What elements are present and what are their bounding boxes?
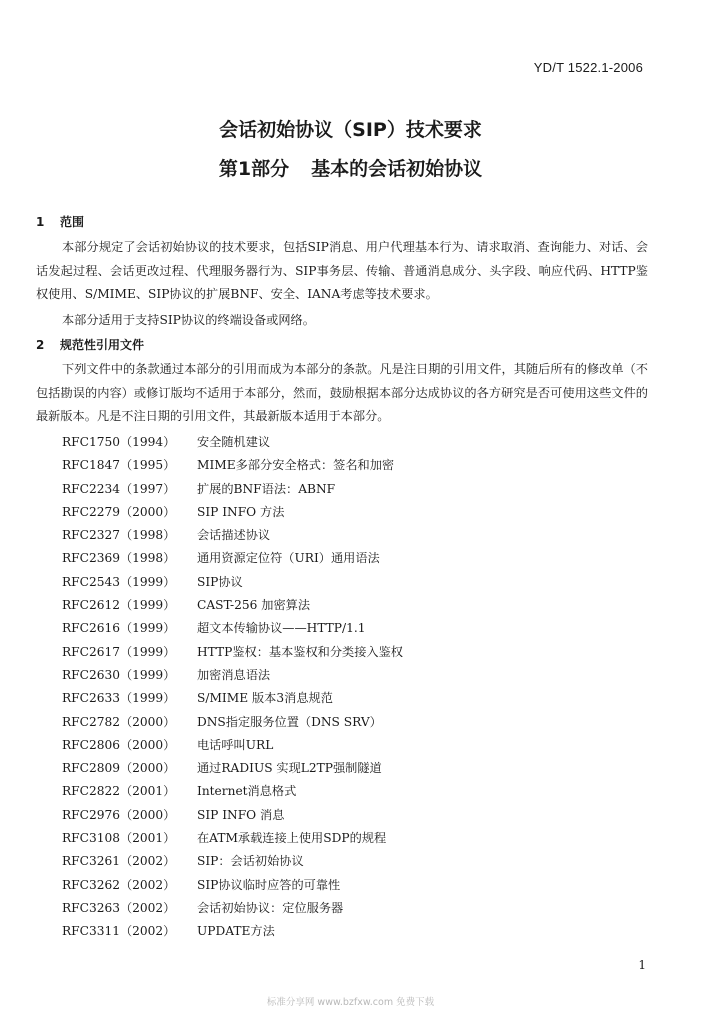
reference-item bbox=[62, 804, 403, 827]
reference-title: 电话呼叫URL bbox=[197, 737, 274, 752]
reference-title: SIP协议临时应答的可靠性 bbox=[197, 877, 341, 892]
reference-code: RFC1847（1995） bbox=[62, 458, 176, 473]
reference-item bbox=[62, 501, 403, 524]
reference-title: 会话描述协议 bbox=[197, 528, 271, 543]
reference-item bbox=[62, 617, 403, 640]
reference-title: SIP协议 bbox=[197, 574, 243, 589]
part-label: 第1部分 bbox=[218, 158, 290, 180]
reference-code: RFC2782（2000） bbox=[62, 714, 176, 729]
reference-code: RFC3263（2002） bbox=[62, 900, 176, 915]
applicability-paragraph: 本部分适用于支持SIP协议的终端设备或网络。 bbox=[62, 313, 315, 327]
section-number: 2 bbox=[36, 338, 45, 352]
reference-code: RFC3108（2001） bbox=[62, 831, 176, 846]
reference-title: 会话初始协议：定位服务器 bbox=[197, 900, 344, 915]
reference-title: SIP INFO 方法 bbox=[197, 504, 285, 519]
reference-code: RFC2633（1999） bbox=[62, 691, 176, 706]
reference-item bbox=[62, 547, 403, 570]
reference-code: RFC1750（1994） bbox=[62, 435, 176, 449]
reference-title: S/MIME 版本3消息规范 bbox=[197, 691, 333, 706]
reference-code: RFC2234（1997） bbox=[62, 481, 176, 496]
document-subtitle bbox=[0, 154, 701, 181]
reference-item bbox=[62, 664, 403, 687]
reference-item bbox=[62, 571, 403, 594]
reference-item bbox=[62, 780, 403, 803]
reference-code: RFC2612（1999） bbox=[62, 598, 176, 613]
subtitle-text: 基本的会话初始协议 bbox=[311, 158, 483, 180]
reference-code: RFC2630（1999） bbox=[62, 667, 176, 682]
reference-item bbox=[62, 454, 403, 477]
section-title: 规范性引用文件 bbox=[60, 338, 145, 352]
reference-title: 在ATM承载连接上使用SDP的规程 bbox=[197, 831, 387, 846]
reference-code: RFC3261（2002） bbox=[62, 854, 176, 869]
reference-code: RFC2806（2000） bbox=[62, 737, 176, 752]
reference-title: UPDATE方法 bbox=[197, 924, 275, 939]
reference-item bbox=[62, 431, 403, 454]
reference-title: 扩展的BNF语法：ABNF bbox=[197, 481, 336, 496]
reference-code: RFC2617（1999） bbox=[62, 644, 176, 659]
reference-item bbox=[62, 524, 403, 547]
section-1-heading bbox=[36, 213, 84, 230]
reference-title: 通用资源定位符（URI）通用语法 bbox=[197, 551, 380, 566]
reference-item bbox=[62, 734, 403, 757]
scope-paragraph: 本部分规定了会话初始协议的技术要求，包括SIP消息、用户代理基本行为、请求取消、查询能力、对话、会话发起过程、会话更改过程、代理服务器行为、SIP事务层、传输、普通消息成分、头字段、响应代码、HTTP鉴权使用、S/MIME、SIP协议的扩展BNF、安全、IANA考虑等技术要求。 bbox=[36, 240, 648, 301]
reference-item bbox=[62, 850, 403, 873]
document-title: 会话初始协议（SIP）技术要求 bbox=[219, 119, 482, 141]
reference-code: RFC2822（2001） bbox=[62, 784, 176, 799]
reference-item bbox=[62, 711, 403, 734]
reference-item bbox=[62, 687, 403, 710]
reference-title: CAST-256 加密算法 bbox=[197, 598, 311, 613]
reference-list bbox=[62, 431, 403, 944]
section-2-heading bbox=[36, 336, 144, 353]
section-title: 范围 bbox=[60, 215, 85, 229]
standard-number: YD/T 1522.1-2006 bbox=[533, 60, 643, 75]
reference-code: RFC3311（2002） bbox=[62, 924, 176, 939]
reference-title: 加密消息语法 bbox=[197, 667, 271, 682]
reference-title: SIP INFO 消息 bbox=[197, 807, 285, 822]
reference-item bbox=[62, 897, 403, 920]
reference-code: RFC3262（2002） bbox=[62, 877, 176, 892]
section-number: 1 bbox=[36, 215, 45, 229]
reference-code: RFC2327（1998） bbox=[62, 528, 176, 543]
page-number: 1 bbox=[638, 958, 646, 972]
reference-title: SIP：会话初始协议 bbox=[197, 854, 304, 869]
reference-item bbox=[62, 920, 403, 943]
reference-code: RFC2976（2000） bbox=[62, 807, 176, 822]
watermark: 标准分享网 www.bzfxw.com 免费下载 bbox=[266, 997, 435, 1008]
reference-title: 通过RADIUS 实现L2TP强制隧道 bbox=[197, 761, 382, 776]
reference-title: 超文本传输协议——HTTP/1.1 bbox=[197, 621, 366, 636]
reference-code: RFC2809（2000） bbox=[62, 761, 176, 776]
reference-item bbox=[62, 827, 403, 850]
reference-code: RFC2369（1998） bbox=[62, 551, 176, 566]
reference-title: MIME多部分安全格式：签名和加密 bbox=[197, 458, 395, 473]
reference-title: Internet消息格式 bbox=[197, 784, 297, 799]
reference-code: RFC2543（1999） bbox=[62, 574, 176, 589]
reference-item bbox=[62, 757, 403, 780]
reference-code: RFC2279（2000） bbox=[62, 504, 176, 519]
reference-item bbox=[62, 874, 403, 897]
normative-references-paragraph: 下列文件中的条款通过本部分的引用而成为本部分的条款。凡是注日期的引用文件，其随后所有的修改单（不包括勘误的内容）或修订版均不适用于本部分，然而，鼓励根据本部分达成协议的各方研究是否可使用这些文件的最新版本。凡是不注日期的引用文件，其最新版本适用于本部分。 bbox=[36, 362, 648, 423]
reference-title: DNS指定服务位置（DNS SRV） bbox=[197, 714, 382, 729]
reference-code: RFC2616（1999） bbox=[62, 621, 176, 636]
reference-item bbox=[62, 594, 403, 617]
reference-item bbox=[62, 478, 403, 501]
reference-item bbox=[62, 641, 403, 664]
reference-title: 安全随机建议 bbox=[197, 435, 271, 449]
reference-title: HTTP鉴权：基本鉴权和分类接入鉴权 bbox=[197, 644, 403, 659]
